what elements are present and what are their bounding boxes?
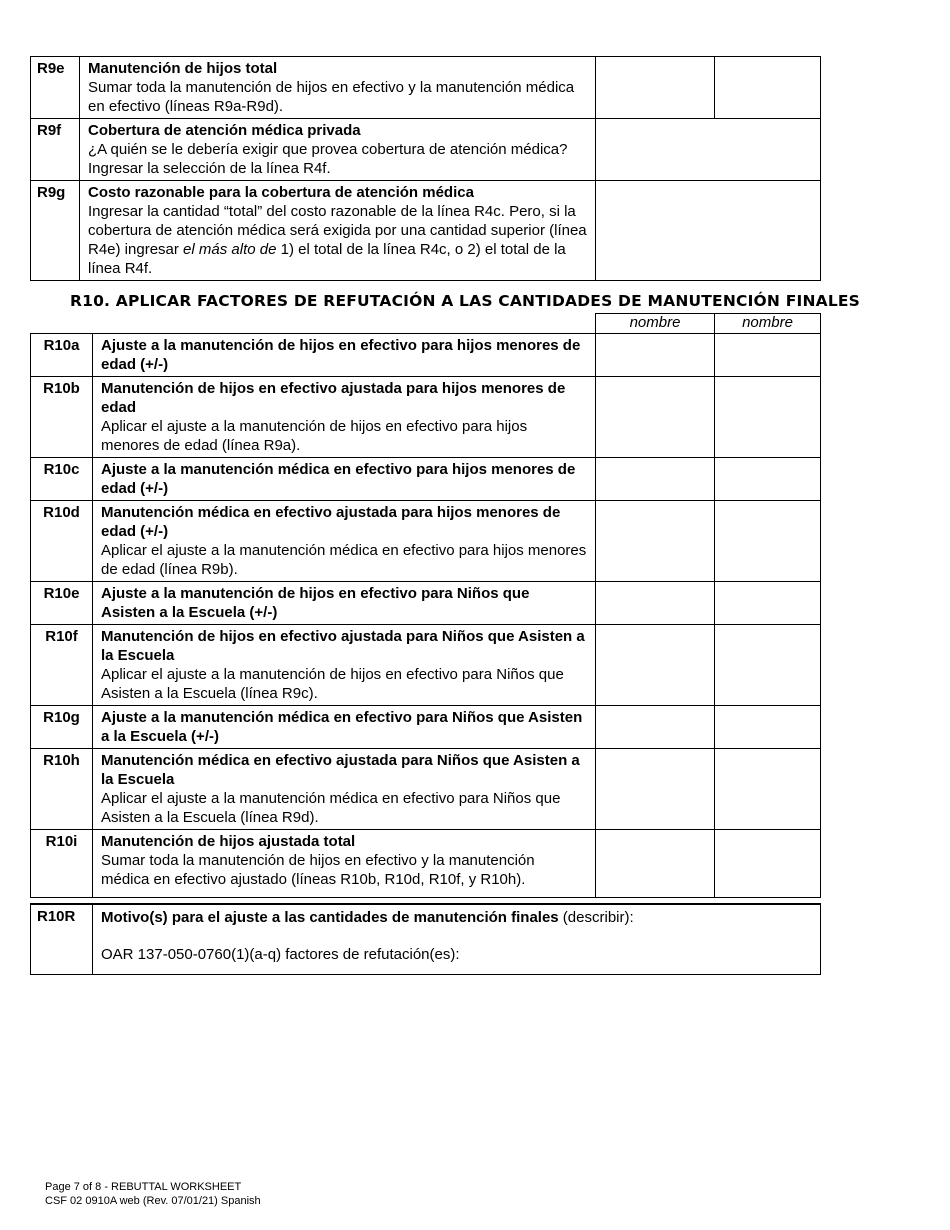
- line-title: Ajuste a la manutención médica en efectivo para hijos menores de edad (+/-): [101, 461, 576, 497]
- amount-field-2[interactable]: [715, 749, 821, 830]
- amount-field-2[interactable]: [715, 57, 821, 119]
- line-description: Sumar toda la manutención de hijos en efectivo y la manutención médica en efectivo (líneas R9a-R9d).: [88, 79, 575, 115]
- row-r9f: [31, 119, 821, 181]
- line-title: Costo razonable para la cobertura de atención médica: [88, 184, 474, 201]
- amount-field-1[interactable]: [596, 830, 715, 898]
- line-title: Manutención de hijos total: [88, 60, 278, 77]
- amount-field-2[interactable]: [715, 501, 821, 582]
- amount-field-2[interactable]: [715, 625, 821, 706]
- page-footer: [45, 1180, 261, 1208]
- row-r10a: [31, 334, 821, 377]
- line-code: R10R: [31, 904, 93, 975]
- line-code: R10h: [31, 749, 93, 830]
- amount-field-1[interactable]: [596, 57, 715, 119]
- column-header: nombre: [596, 314, 715, 334]
- section-title: R10. APLICAR FACTORES DE REFUTACIÓN A LAS CANTIDADES DE MANUTENCIÓN FINALES: [69, 292, 861, 310]
- row-r10e: [31, 582, 821, 625]
- line-code: R10f: [31, 625, 93, 706]
- amount-field-1[interactable]: [596, 706, 715, 749]
- column-header: nombre: [715, 314, 821, 334]
- amount-field-1[interactable]: [596, 377, 715, 458]
- line-code: R10e: [31, 582, 93, 625]
- amount-field-1[interactable]: [596, 582, 715, 625]
- row-r9g: [31, 181, 821, 281]
- line-code: R10b: [31, 377, 93, 458]
- amount-field-2[interactable]: [715, 377, 821, 458]
- row-r10g: [31, 706, 821, 749]
- line-description: Aplicar el ajuste a la manutención de hijos en efectivo para Niños que Asisten a la Escuela (línea R9c).: [101, 666, 564, 702]
- line-description: Aplicar el ajuste a la manutención médica en efectivo para hijos menores de edad (línea R9b).: [101, 542, 587, 578]
- row-r10c: [31, 458, 821, 501]
- line-title: Ajuste a la manutención médica en efectivo para Niños que Asisten a la Escuela (+/-): [101, 709, 583, 745]
- amount-field-2[interactable]: [715, 830, 821, 898]
- line-title: Manutención de hijos en efectivo ajustada para Niños que Asisten a la Escuela: [101, 628, 585, 664]
- amount-field-2[interactable]: [715, 706, 821, 749]
- line-title: Manutención de hijos ajustada total: [101, 833, 356, 850]
- amount-field-1[interactable]: [596, 625, 715, 706]
- amount-field-2[interactable]: [715, 458, 821, 501]
- line-code: R10a: [31, 334, 93, 377]
- amount-field-1[interactable]: [596, 749, 715, 830]
- line-title: Ajuste a la manutención de hijos en efectivo para hijos menores de edad (+/-): [101, 337, 581, 373]
- footer-page-info: Page 7 of 8 - REBUTTAL WORKSHEET: [45, 1181, 242, 1193]
- amount-field-2[interactable]: [715, 334, 821, 377]
- row-r10d: [31, 501, 821, 582]
- column-header-row: [31, 314, 821, 334]
- line-title: Manutención de hijos en efectivo ajustada para hijos menores de edad: [101, 380, 566, 416]
- line-description: Aplicar el ajuste a la manutención de hijos en efectivo para hijos menores de edad (línea R9a).: [101, 418, 528, 454]
- row-r10h: [31, 749, 821, 830]
- amount-field-1[interactable]: [596, 501, 715, 582]
- line-code: R10i: [31, 830, 93, 898]
- line-code: R10d: [31, 501, 93, 582]
- r10-table: [30, 313, 821, 975]
- line-code: R9f: [31, 119, 80, 181]
- line-code: R10c: [31, 458, 93, 501]
- line-title: Manutención médica en efectivo ajustada para Niños que Asisten a la Escuela: [101, 752, 580, 788]
- line-description: Aplicar el ajuste a la manutención médica en efectivo para Niños que Asisten a la Escuela (línea R9d).: [101, 790, 561, 826]
- line-title: Manutención médica en efectivo ajustada para hijos menores de edad (+/-): [101, 504, 561, 540]
- amount-field-2[interactable]: [715, 582, 821, 625]
- line-description: ¿A quién se le debería exigir que provea cobertura de atención médica? Ingresar la selección de la línea R4f.: [88, 141, 568, 177]
- rebuttal-factors-label: OAR 137-050-0760(1)(a-q) factores de refutación(es):: [101, 945, 460, 963]
- row-r9e: [31, 57, 821, 119]
- line-title: Ajuste a la manutención de hijos en efectivo para Niños que Asisten a la Escuela (+/-): [101, 585, 530, 621]
- amount-field-1[interactable]: [596, 334, 715, 377]
- amount-field[interactable]: [596, 181, 821, 281]
- line-title: Motivo(s) para el ajuste a las cantidades de manutención finales: [101, 908, 559, 926]
- line-title-suffix: (describir):: [558, 908, 634, 926]
- amount-field-1[interactable]: [596, 458, 715, 501]
- line-title: Cobertura de atención médica privada: [88, 122, 361, 139]
- row-r10r: [31, 904, 821, 975]
- row-r10b: [31, 377, 821, 458]
- line-code: R9e: [31, 57, 80, 119]
- footer-form-id: CSF 02 0910A web (Rev. 07/01/21) Spanish: [45, 1195, 261, 1207]
- line-code: R10g: [31, 706, 93, 749]
- row-r10i: [31, 830, 821, 898]
- r9-table: [30, 56, 821, 281]
- line-code: R9g: [31, 181, 80, 281]
- reason-field[interactable]: [93, 904, 821, 975]
- row-r10f: [31, 625, 821, 706]
- line-description: Sumar toda la manutención de hijos en efectivo y la manutención médica en efectivo ajustado (líneas R10b, R10d, R10f, y R10h).: [101, 852, 535, 888]
- line-description: Ingresar la cantidad “total” del costo razonable de la línea R4c. Pero, si la cobertura de atención médica será exigida por una cantidad superior (línea R4e) ingresar el más alto de 1) el total de la línea R4c, o 2) el total de la línea R4f.: [88, 203, 587, 277]
- selection-field[interactable]: [596, 119, 821, 181]
